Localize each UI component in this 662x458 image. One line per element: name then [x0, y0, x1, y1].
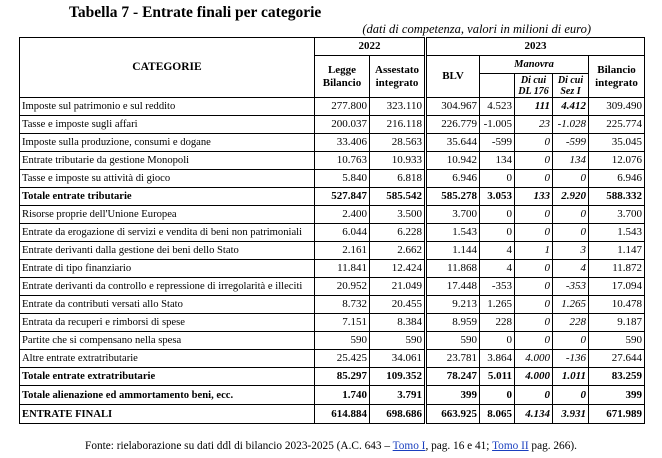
row-value: 0 — [480, 170, 515, 188]
row-value: -1.028 — [553, 116, 589, 134]
table-row — [20, 188, 645, 206]
row-value: 8.732 — [315, 296, 370, 314]
header-blv: BLV — [426, 56, 480, 98]
row-value: 585.278 — [426, 188, 480, 206]
row-value: 0 — [553, 332, 589, 350]
row-value: 2.161 — [315, 242, 370, 260]
row-value: 0 — [515, 296, 553, 314]
table-row — [20, 260, 645, 278]
row-category: Imposte sul patrimonio e sul reddito — [20, 98, 315, 116]
row-value: 0 — [553, 224, 589, 242]
row-value: 6.946 — [426, 170, 480, 188]
table-row — [20, 242, 645, 260]
row-value: 0 — [515, 260, 553, 278]
row-value: 588.332 — [589, 188, 645, 206]
row-value: 4 — [480, 242, 515, 260]
row-value: 35.045 — [589, 134, 645, 152]
table-row — [20, 134, 645, 152]
row-value: -599 — [553, 134, 589, 152]
row-value: 5.840 — [315, 170, 370, 188]
row-value: 3 — [553, 242, 589, 260]
row-value: 35.644 — [426, 134, 480, 152]
row-value: 0 — [515, 170, 553, 188]
row-category: Altre entrate extratributarie — [20, 350, 315, 368]
table-row — [20, 386, 645, 405]
row-value: 34.061 — [370, 350, 426, 368]
table-title: Tabella 7 - Entrate finali per categorie — [69, 4, 322, 21]
table-row — [20, 368, 645, 386]
row-value: -353 — [480, 278, 515, 296]
row-value: 3.791 — [370, 386, 426, 405]
row-value: 4.000 — [515, 368, 553, 386]
row-value: 134 — [480, 152, 515, 170]
header-year-2023: 2023 — [426, 38, 645, 56]
row-value: -1.005 — [480, 116, 515, 134]
row-value: 2.662 — [370, 242, 426, 260]
row-value: 2.920 — [553, 188, 589, 206]
header-di-cui-sez1: Di cui Sez I — [553, 74, 589, 98]
row-category: Partite che si compensano nella spesa — [20, 332, 315, 350]
row-category: Entrate da contributi versati allo Stato — [20, 296, 315, 314]
table-row — [20, 152, 645, 170]
row-category: Entrate da erogazione di servizi e vendita di beni non patrimoniali — [20, 224, 315, 242]
row-value: 585.542 — [370, 188, 426, 206]
revenue-table — [19, 37, 645, 424]
row-category: Entrate di tipo finanziario — [20, 260, 315, 278]
row-category: ENTRATE FINALI — [20, 405, 315, 424]
row-value: 6.818 — [370, 170, 426, 188]
row-value: 4.000 — [515, 350, 553, 368]
row-value: 1.011 — [553, 368, 589, 386]
row-value: 200.037 — [315, 116, 370, 134]
table-row — [20, 405, 645, 424]
row-value: 25.425 — [315, 350, 370, 368]
row-value: 304.967 — [426, 98, 480, 116]
row-value: 4.134 — [515, 405, 553, 424]
row-value: 8.384 — [370, 314, 426, 332]
row-category: Entrate tributarie da gestione Monopoli — [20, 152, 315, 170]
row-value: 3.500 — [370, 206, 426, 224]
row-category: Entrate derivanti dalla gestione dei beni dello Stato — [20, 242, 315, 260]
row-value: 1.265 — [553, 296, 589, 314]
row-value: 4 — [480, 260, 515, 278]
row-value: 10.942 — [426, 152, 480, 170]
row-category: Risorse proprie dell'Unione Europea — [20, 206, 315, 224]
row-value: 10.933 — [370, 152, 426, 170]
header-year-2022: 2022 — [315, 38, 426, 56]
row-value: 590 — [315, 332, 370, 350]
row-value: 6.044 — [315, 224, 370, 242]
tomo-i-link[interactable]: Tomo I — [392, 440, 426, 452]
source-note: Fonte: rielaborazione su dati ddl di bilancio 2023-2025 (A.C. 643 – Tomo I, pag. 16 e 41; Tomo II pag. 266). — [85, 440, 577, 452]
row-value: 8.959 — [426, 314, 480, 332]
row-value: 11.841 — [315, 260, 370, 278]
row-value: 0 — [553, 386, 589, 405]
row-value: 3.931 — [553, 405, 589, 424]
row-value: 0 — [515, 224, 553, 242]
row-category: Tasse e imposte su attività di gioco — [20, 170, 315, 188]
header-legge-bilancio: Legge Bilancio — [315, 56, 370, 98]
table-row — [20, 350, 645, 368]
row-value: 1.740 — [315, 386, 370, 405]
row-category: Tasse e imposte sugli affari — [20, 116, 315, 134]
row-value: 226.779 — [426, 116, 480, 134]
table-row — [20, 116, 645, 134]
row-value: 20.952 — [315, 278, 370, 296]
row-value: 11.868 — [426, 260, 480, 278]
row-value: 133 — [515, 188, 553, 206]
row-value: 0 — [515, 332, 553, 350]
row-value: 216.118 — [370, 116, 426, 134]
row-value: 399 — [426, 386, 480, 405]
row-value: 23 — [515, 116, 553, 134]
row-value: 277.800 — [315, 98, 370, 116]
row-value: 4.523 — [480, 98, 515, 116]
row-value: 10.763 — [315, 152, 370, 170]
header-bilancio-integrato: Bilancio integrato — [589, 56, 645, 98]
row-value: 2.400 — [315, 206, 370, 224]
row-value: 228 — [480, 314, 515, 332]
row-value: 0 — [515, 152, 553, 170]
row-category: Totale alienazione ed ammortamento beni, ecc. — [20, 386, 315, 405]
row-value: 0 — [515, 386, 553, 405]
row-value: 614.884 — [315, 405, 370, 424]
row-value: -599 — [480, 134, 515, 152]
row-category: Entrata da recuperi e rimborsi di spese — [20, 314, 315, 332]
row-value: 33.406 — [315, 134, 370, 152]
row-value: 12.424 — [370, 260, 426, 278]
row-value: 3.700 — [426, 206, 480, 224]
table-row — [20, 98, 645, 116]
row-value: 1.144 — [426, 242, 480, 260]
row-category: Entrate derivanti da controllo e repressione di irregolarità e illeciti — [20, 278, 315, 296]
row-value: 109.352 — [370, 368, 426, 386]
row-value: 590 — [370, 332, 426, 350]
row-value: 1.147 — [589, 242, 645, 260]
row-value: 7.151 — [315, 314, 370, 332]
row-value: 0 — [515, 134, 553, 152]
row-value: 21.049 — [370, 278, 426, 296]
row-value: 698.686 — [370, 405, 426, 424]
row-value: 3.700 — [589, 206, 645, 224]
row-value: 0 — [515, 314, 553, 332]
row-value: 590 — [589, 332, 645, 350]
row-value: 6.946 — [589, 170, 645, 188]
row-value: 10.478 — [589, 296, 645, 314]
table-row — [20, 332, 645, 350]
row-value: 3.053 — [480, 188, 515, 206]
row-value: 27.644 — [589, 350, 645, 368]
row-value: 23.781 — [426, 350, 480, 368]
row-value: 9.213 — [426, 296, 480, 314]
row-value: 323.110 — [370, 98, 426, 116]
row-value: 12.076 — [589, 152, 645, 170]
header-categorie: CATEGORIE — [20, 38, 315, 98]
row-value: 1.543 — [589, 224, 645, 242]
row-value: 0 — [553, 206, 589, 224]
table-row — [20, 278, 645, 296]
row-value: 4.412 — [553, 98, 589, 116]
row-value: 0 — [515, 278, 553, 296]
row-value: 78.247 — [426, 368, 480, 386]
row-value: 1.265 — [480, 296, 515, 314]
table-row — [20, 206, 645, 224]
table-row — [20, 314, 645, 332]
table-subtitle: (dati di competenza, valori in milioni di euro) — [362, 22, 591, 36]
row-value: 228 — [553, 314, 589, 332]
header-assestato-integrato: Assestato integrato — [370, 56, 426, 98]
row-value: -353 — [553, 278, 589, 296]
row-value: 3.864 — [480, 350, 515, 368]
row-value: 17.448 — [426, 278, 480, 296]
row-value: 0 — [553, 170, 589, 188]
header-di-cui-dl176: Di cui DL 176 — [515, 74, 553, 98]
table-row — [20, 170, 645, 188]
row-value: 399 — [589, 386, 645, 405]
row-value: 5.011 — [480, 368, 515, 386]
row-value: 28.563 — [370, 134, 426, 152]
row-value: 9.187 — [589, 314, 645, 332]
table-row — [20, 296, 645, 314]
tomo-ii-link[interactable]: Tomo II — [492, 440, 529, 452]
row-value: 134 — [553, 152, 589, 170]
row-value: 85.297 — [315, 368, 370, 386]
row-value: 20.455 — [370, 296, 426, 314]
row-category: Totale entrate tributarie — [20, 188, 315, 206]
row-value: 83.259 — [589, 368, 645, 386]
row-value: 1 — [515, 242, 553, 260]
row-value: 4 — [553, 260, 589, 278]
row-value: 0 — [480, 332, 515, 350]
row-value: 309.490 — [589, 98, 645, 116]
row-category: Imposte sulla produzione, consumi e dogane — [20, 134, 315, 152]
row-value: 663.925 — [426, 405, 480, 424]
header-manovra: Manovra — [480, 56, 589, 74]
row-value: 111 — [515, 98, 553, 116]
row-value: 590 — [426, 332, 480, 350]
table-row — [20, 224, 645, 242]
row-value: 0 — [480, 386, 515, 405]
row-value: 0 — [515, 206, 553, 224]
row-value: 0 — [480, 224, 515, 242]
row-category: Totale entrate extratributarie — [20, 368, 315, 386]
row-value: 8.065 — [480, 405, 515, 424]
row-value: 527.847 — [315, 188, 370, 206]
row-value: 6.228 — [370, 224, 426, 242]
row-value: 225.774 — [589, 116, 645, 134]
row-value: 11.872 — [589, 260, 645, 278]
row-value: 17.094 — [589, 278, 645, 296]
row-value: 0 — [480, 206, 515, 224]
row-value: 671.989 — [589, 405, 645, 424]
row-value: 1.543 — [426, 224, 480, 242]
row-value: -136 — [553, 350, 589, 368]
